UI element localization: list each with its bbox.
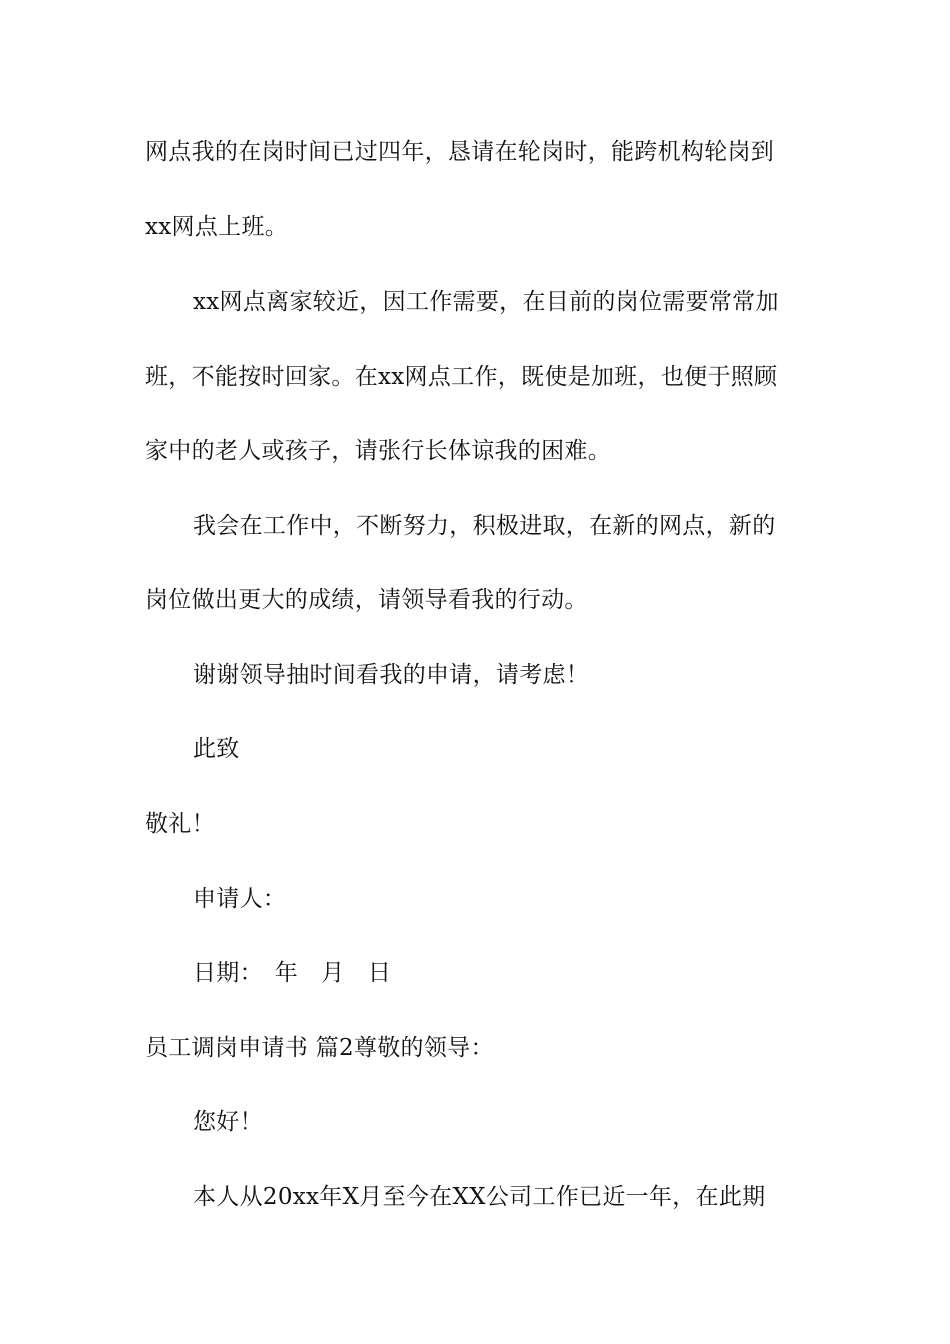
paragraph-line: 岗位做出更大的成绩，请领导看我的行动。 <box>145 587 588 613</box>
salutation: 敬礼！ <box>145 811 215 837</box>
applicant-label: 申请人： <box>193 886 287 912</box>
paragraph-line: 我会在工作中，不断努力，积极进取，在新的网点，新的 <box>193 513 776 539</box>
greeting: 您好！ <box>193 1109 263 1135</box>
closing-phrase: 此致 <box>193 736 240 762</box>
section-heading: 员工调岗申请书 篇2尊敬的领导： <box>145 1035 494 1061</box>
date-label: 日期： 年 月 日 <box>193 960 392 986</box>
paragraph-line: 本人从20xx年X月至今在XX公司工作已近一年，在此期 <box>193 1184 766 1210</box>
paragraph-line: xx网点上班。 <box>145 214 289 240</box>
paragraph-line: 家中的老人或孩子，请张行长体谅我的困难。 <box>145 438 611 464</box>
paragraph-line: xx网点离家较近，因工作需要，在目前的岗位需要常常加 <box>193 289 779 315</box>
paragraph-line: 谢谢领导抽时间看我的申请，请考虑！ <box>193 662 590 688</box>
paragraph-line: 班，不能按时回家。在xx网点工作，既使是加班，也便于照顾 <box>145 364 778 390</box>
paragraph-line: 网点我的在岗时间已过四年，恳请在轮岗时，能跨机构轮岗到 <box>145 139 775 165</box>
